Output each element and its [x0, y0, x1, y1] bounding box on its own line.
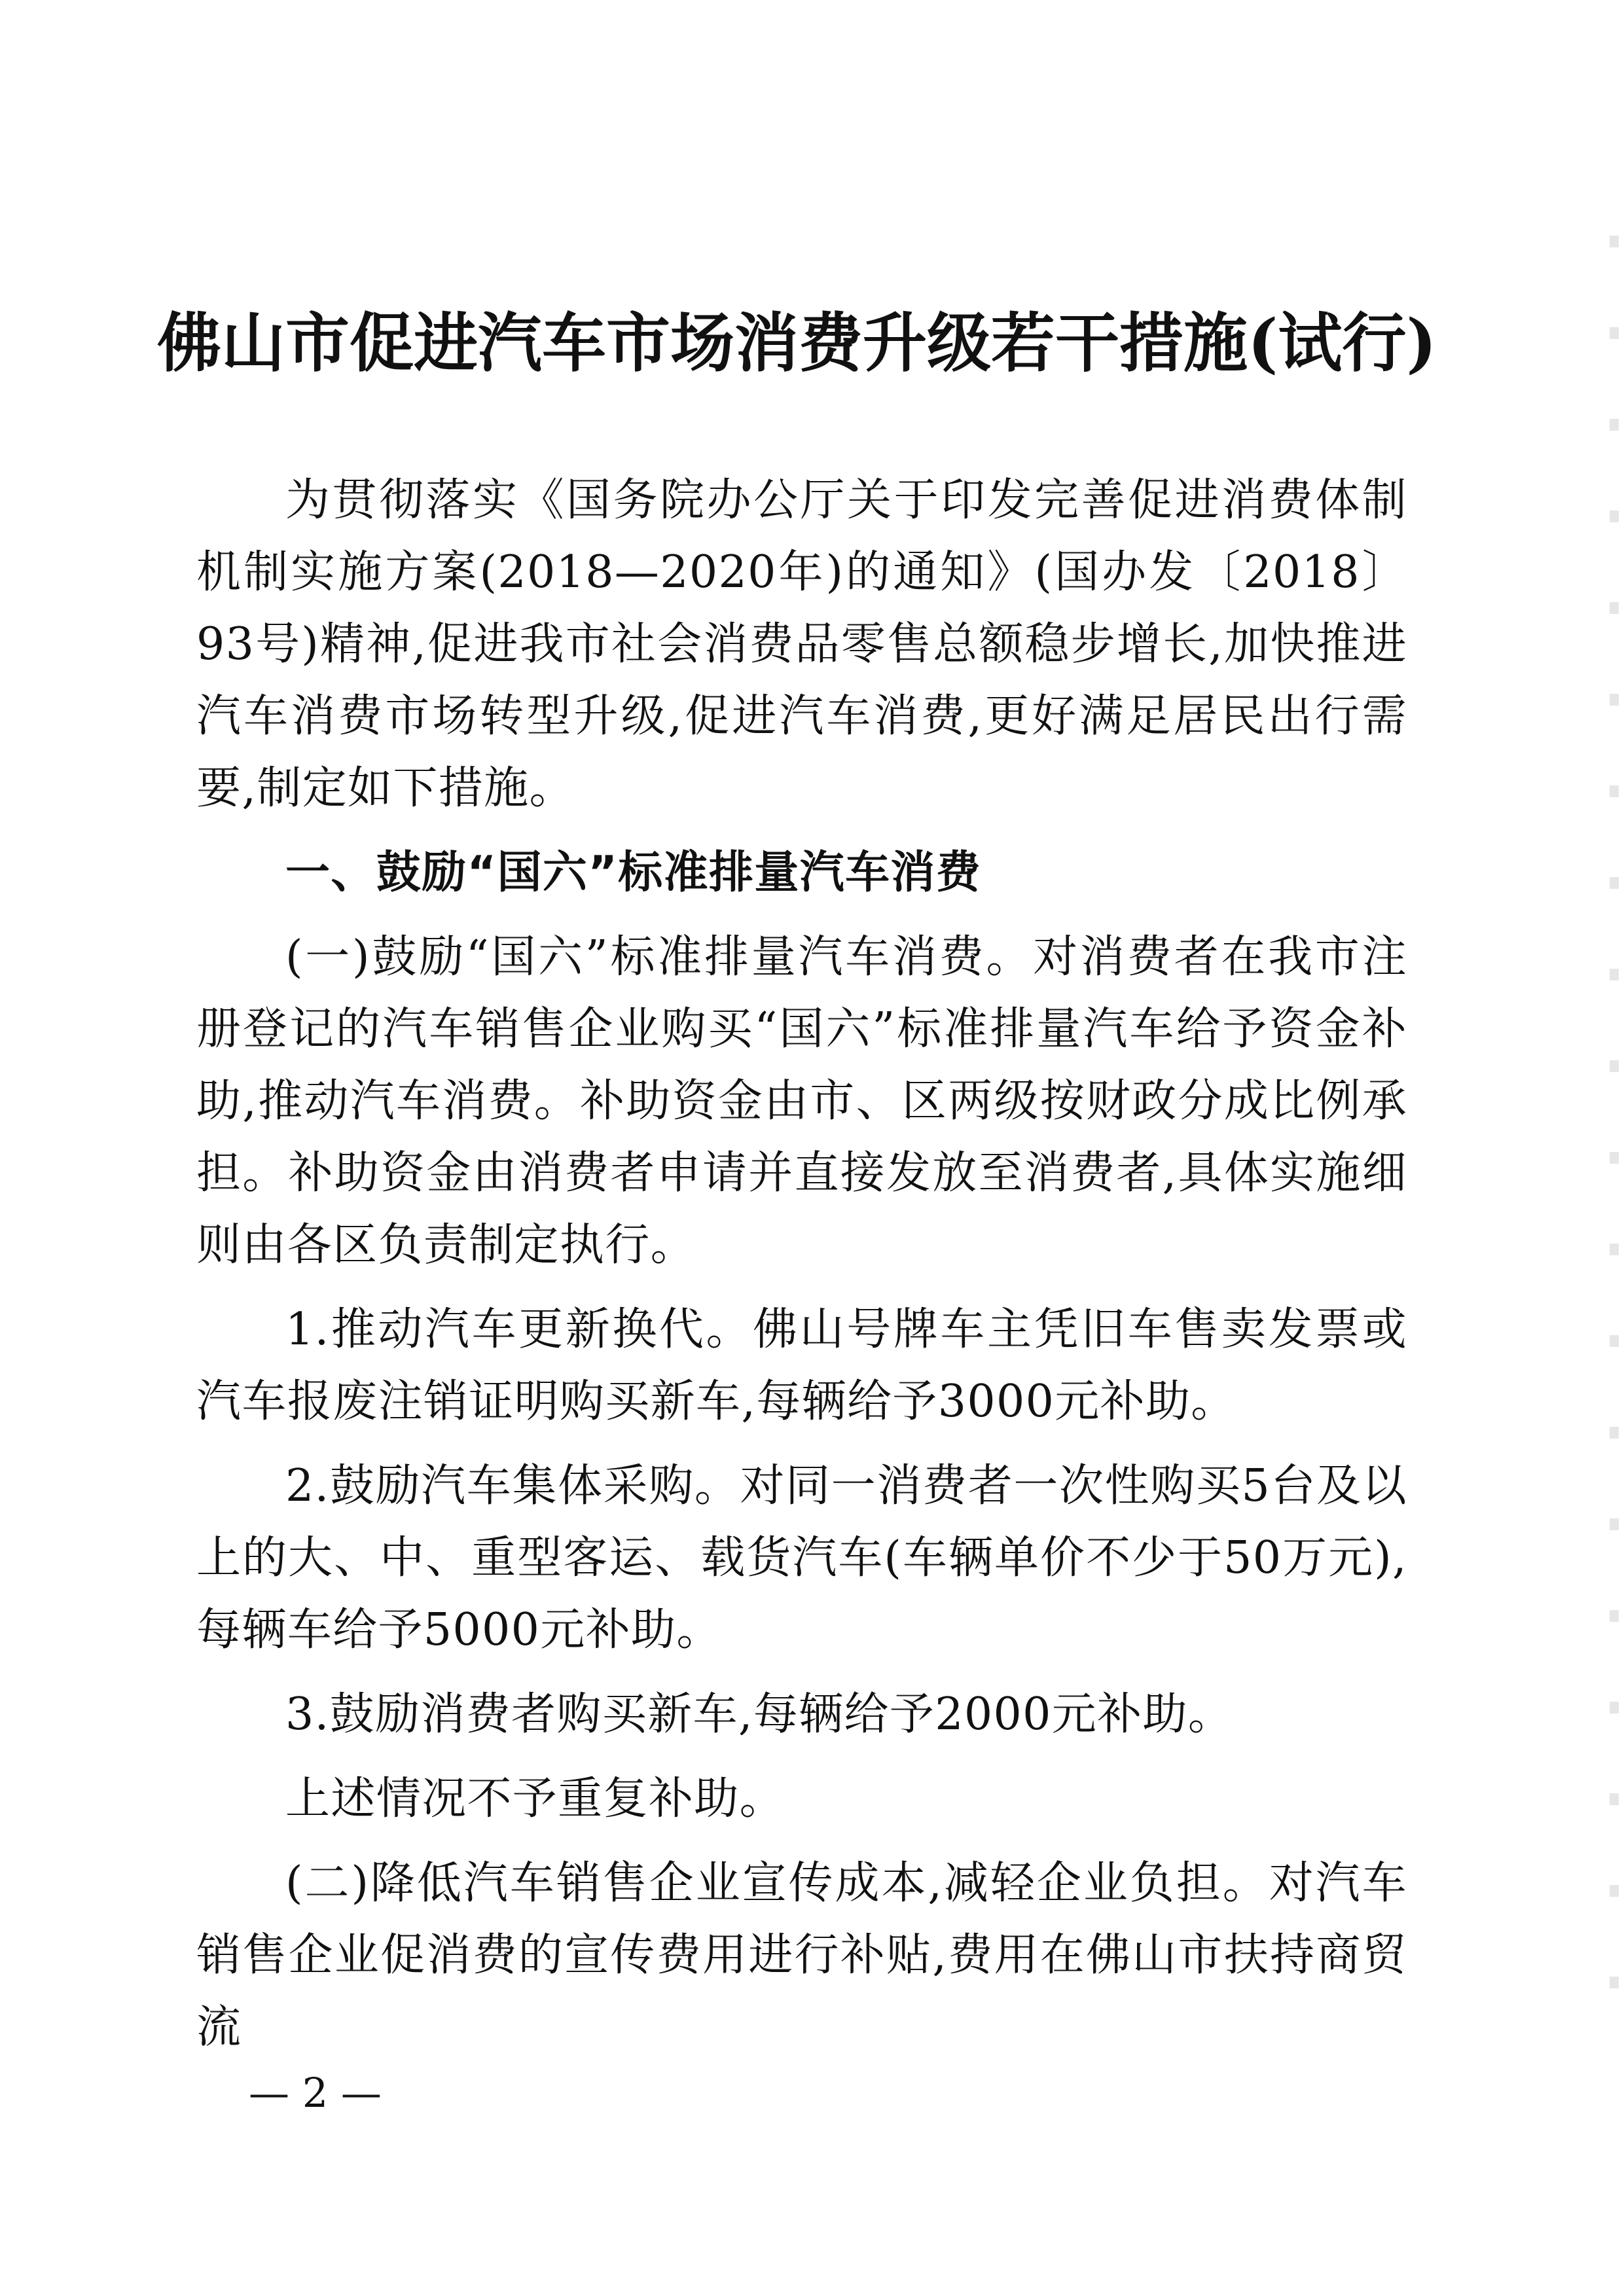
- section-heading: 一、鼓励“国六”标准排量汽车消费: [285, 847, 982, 899]
- document-title: 佛山市促进汽车市场消费升级若干措施(试行): [157, 306, 1437, 381]
- scan-edge-mark: [1610, 236, 1619, 2068]
- page-number: — 2 —: [249, 2069, 382, 2117]
- preamble-paragraph: 为贯彻落实《国务院办公厅关于印发完善促进消费体制机制实施方案(2018—2020年)的通知》(国办发〔2018〕93号)精神,促进我市社会消费品零售总额稳步增长,加快推进汽车消费市场转型升级,促进汽车消费,更好满足居民出行需要,制定如下措施。: [196, 475, 1407, 814]
- measure-paragraph-1: (一)鼓励“国六”标准排量汽车消费。对消费者在我市注册登记的汽车销售企业购买“国六”标准排量汽车给予资金补助,推动汽车消费。补助资金由市、区两级按财政分成比例承担。补助资金由消费者申请并直接发放至消费者,具体实施细则由各区负责制定执行。: [196, 931, 1407, 1271]
- item-2-paragraph: 2.鼓励汽车集体采购。对同一消费者一次性购买5台及以上的大、中、重型客运、载货汽车(车辆单价不少于50万元),每辆车给予5000元补助。: [196, 1460, 1407, 1656]
- note-paragraph: 上述情况不予重复补助。: [285, 1773, 785, 1825]
- measure-paragraph-2: (二)降低汽车销售企业宣传成本,减轻企业负担。对汽车销售企业促消费的宣传费用进行补贴,费用在佛山市扶持商贸流: [196, 1857, 1407, 2053]
- document-body: [196, 465, 1407, 2076]
- item-1-paragraph: 1.推动汽车更新换代。佛山号牌车主凭旧车售卖发票或汽车报废注销证明购买新车,每辆给予3000元补助。: [196, 1304, 1407, 1427]
- item-3-paragraph: 3.鼓励消费者购买新车,每辆给予2000元补助。: [285, 1689, 1234, 1740]
